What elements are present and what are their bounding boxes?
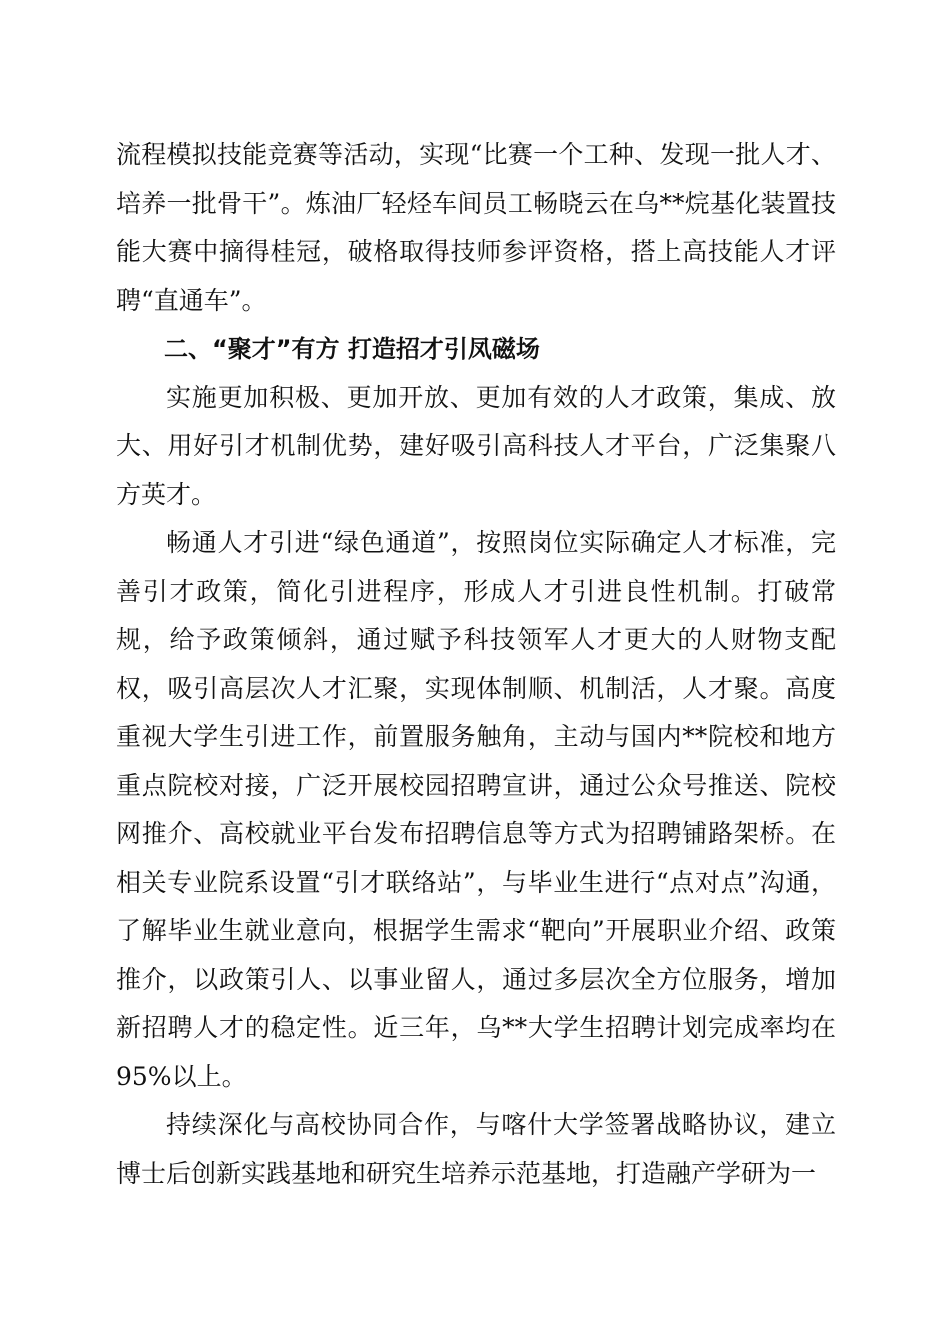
body-paragraph-2: 实施更加积极、更加开放、更加有效的人才政策，集成、放大、用好引才机制优势，建好吸引高科技人才平台，广泛集聚八方英才。 xyxy=(116,382,836,509)
body-paragraph-1: 流程模拟技能竞赛等活动，实现“比赛一个工种、发现一批人才、培养一批骨干”。炼油厂轻烃车间员工畅晓云在乌**烷基化装置技能大赛中摘得桂冠，破格取得技师参评资格，搭上高技能人才评聘“直通车”。 xyxy=(116,140,836,315)
body-paragraph-4: 持续深化与高校协同合作，与喀什大学签署战略协议，建立博士后创新实践基地和研究生培养示范基地，打造融产学研为一 xyxy=(116,1110,836,1188)
document-page xyxy=(116,131,836,1198)
section-heading: 二、“聚才”有方 打造招才引凤磁场 xyxy=(164,335,540,363)
body-paragraph-3: 畅通人才引进“绿色通道”，按照岗位实际确定人才标准，完善引才政策，简化引进程序，形成人才引进良性机制。打破常规，给予政策倾斜，通过赋予科技领军人才更大的人财物支配权，吸引高层次人才汇聚，实现体制顺、机制活，人才聚。高度重视大学生引进工作，前置服务触角，主动与国内**院校和地方重点院校对接，广泛开展校园招聘宣讲，通过公众号推送、院校网推介、高校就业平台发布招聘信息等方式为招聘铺路架桥。在相关专业院系设置“引才联络站”，与毕业生进行“点对点”沟通，了解毕业生就业意向，根据学生需求“靶向”开展职业介绍、政策推介，以政策引人、以事业留人，通过多层次全方位服务，增加新招聘人才的稳定性。近三年，乌**大学生招聘计划完成率均在95%以上。 xyxy=(116,528,836,1091)
